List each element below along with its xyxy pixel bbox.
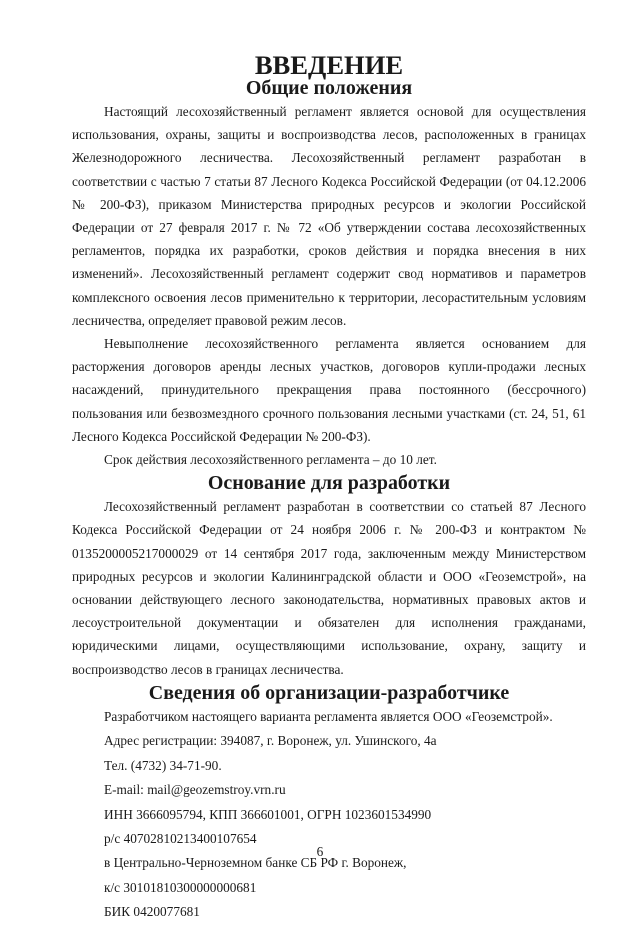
developer-line-bik: БИК 0420077681 xyxy=(104,904,200,920)
page-number: 6 xyxy=(316,844,324,859)
document-page xyxy=(72,50,586,925)
document-heading: ВВЕДЕНИЕ xyxy=(254,50,404,80)
section-developer xyxy=(72,681,586,925)
section-title-developer: Сведения об организации-разработчике xyxy=(148,681,510,704)
section-title-basis: Основание для разработки xyxy=(207,472,451,495)
developer-line-name: Разработчиком настоящего варианта регламента является ООО «Геоземстрой». xyxy=(104,708,553,724)
section-basis xyxy=(72,471,586,681)
developer-line-corr-account: к/с 30101810300000000681 xyxy=(104,879,257,895)
paragraph-term: Срок действия лесохозяйственного регламента – до 10 лет. xyxy=(104,452,437,468)
developer-line-bank: в Центрально-Черноземном банке СБ РФ г. Воронеж, xyxy=(104,855,407,871)
developer-line-email: E-mail: mail@geozemstroy.vrn.ru xyxy=(104,782,286,798)
section-title-general: Общие положения xyxy=(245,77,413,99)
developer-line-inn: ИНН 3666095794, КПП 366601001, ОГРН 1023601534990 xyxy=(104,806,432,822)
developer-line-account: р/с 40702810213400107654 xyxy=(104,830,257,846)
paragraph-general-1: Настоящий лесохозяйственный регламент является основой для осуществления использования, охраны, защиты и воспроизводства лесов, расположенных в границах Железнодорожного лесничества. Лесохозяйственный регламент разработан в соответствии с частью 7 статьи 87 Лесного Кодекса Российской Федерации (от 04.12.2006 № 200-ФЗ), приказом Министерства природных ресурсов и экологии Российской Федерации от 27 февраля 2017 г. № 72 «Об утверждении состава лесохозяйственных регламентов, порядка их разработки, сроков действия и порядка внесения в них изменений». Лесохозяйственный регламент содержит свод нормативов и параметров комплексного освоения лесов применительно к территории, лесорастительным условиям лесничества, определяет правовой режим лесов. xyxy=(72,104,586,328)
paragraph-general-2: Невыполнение лесохозяйственного регламента является основанием для расторжения договоров аренды лесных участков, договоров купли-продажи лесных насаждений, принудительного прекращения права постоянного (бессрочного) пользования или безвозмездного срочного пользования лесными участками (ст. 24, 51, 61 Лесного Кодекса Российской Федерации № 200-ФЗ). xyxy=(72,336,586,444)
paragraph-basis: Лесохозяйственный регламент разработан в соответствии со статьей 87 Лесного Кодекса Российской Федерации от 24 ноября 2006 г. № 200-ФЗ и контрактом № 0135200005217000029 от 14 сентября 2017 года, заключенным между Министерством природных ресурсов и экологии Калининградской области и ООО «Геоземстрой», на основании действующего лесного законодательства, нормативных правовых актов и лесоустроительной документации и обязателен для исполнения гражданами, юридическими лицами, осуществляющими использование, охрану, защиту и воспроизводство лесов в границах лесничества. xyxy=(72,499,586,677)
section-general xyxy=(72,76,586,471)
developer-line-phone: Тел. (4732) 34-71-90. xyxy=(104,757,222,773)
developer-line-address: Адрес регистрации: 394087, г. Воронеж, ул. Ушинского, 4а xyxy=(104,733,437,749)
